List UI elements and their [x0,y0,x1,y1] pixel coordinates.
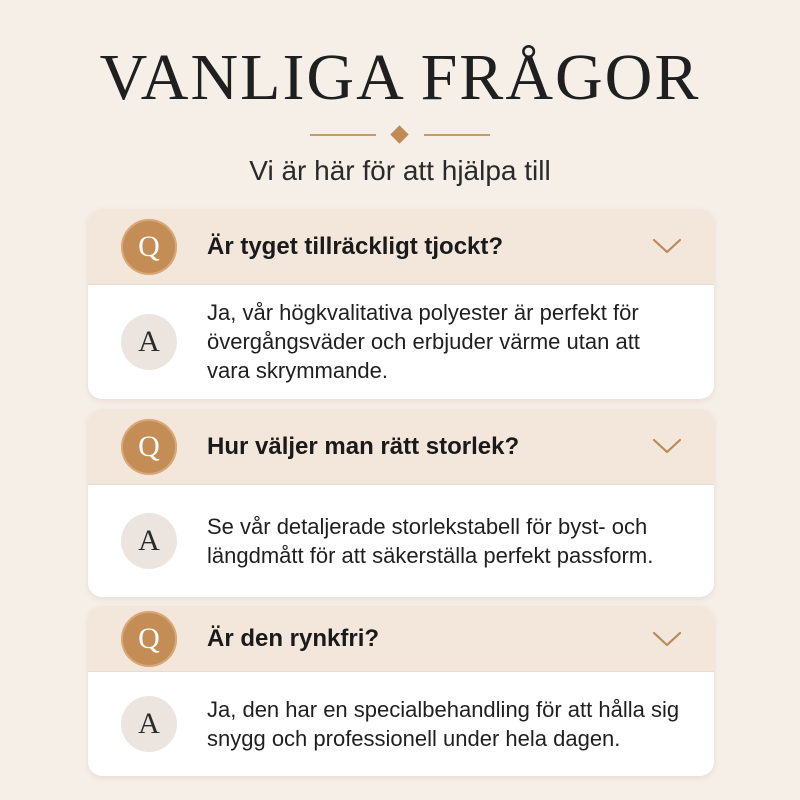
answer-badge: A [121,314,177,370]
faq-question-text: Är tyget tillräckligt tjockt? [207,232,504,260]
page-title: VANLIGA FRÅGOR [99,41,701,114]
chevron-down-icon[interactable] [652,235,682,257]
faq-answer-row-1 [88,285,714,398]
faq-question-row-2[interactable] [88,409,714,485]
question-badge: Q [121,419,177,475]
ornament-divider [300,125,500,145]
faq-answer-text: Se vår detaljerade storlekstabell för byst- och längdmått för att säkerställa perfekt passform. [207,513,654,568]
answer-badge: A [121,696,177,752]
faq-question-text: Hur väljer man rätt storlek? [207,432,520,460]
faq-question-text: Är den rynkfri? [207,624,380,652]
page-subtitle: Vi är här för att hjälpa till [249,155,551,186]
diamond-icon [390,125,408,143]
chevron-down-icon[interactable] [652,435,682,457]
faq-answer-row-3 [88,672,714,776]
question-badge: Q [121,611,177,667]
faq-answer-row-2 [88,485,714,596]
answer-badge: A [121,513,177,569]
faq-question-row-1[interactable] [88,209,714,285]
faq-item-3 [88,606,714,776]
faq-item-2 [88,409,714,597]
faq-answer-text: Ja, den har en specialbehandling för att hålla sig snygg och professionell under hela dagen. [207,697,680,751]
faq-question-row-3[interactable] [88,606,714,672]
question-badge: Q [121,219,177,275]
faq-answer-text: Ja, vår högkvalitativa polyester är perfekt för övergångsväder och erbjuder värme utan att vara skrymmande. [207,300,640,383]
divider-line-left [310,134,376,136]
divider-line-right [424,134,490,136]
chevron-down-icon[interactable] [652,628,682,650]
faq-item-1 [88,209,714,399]
